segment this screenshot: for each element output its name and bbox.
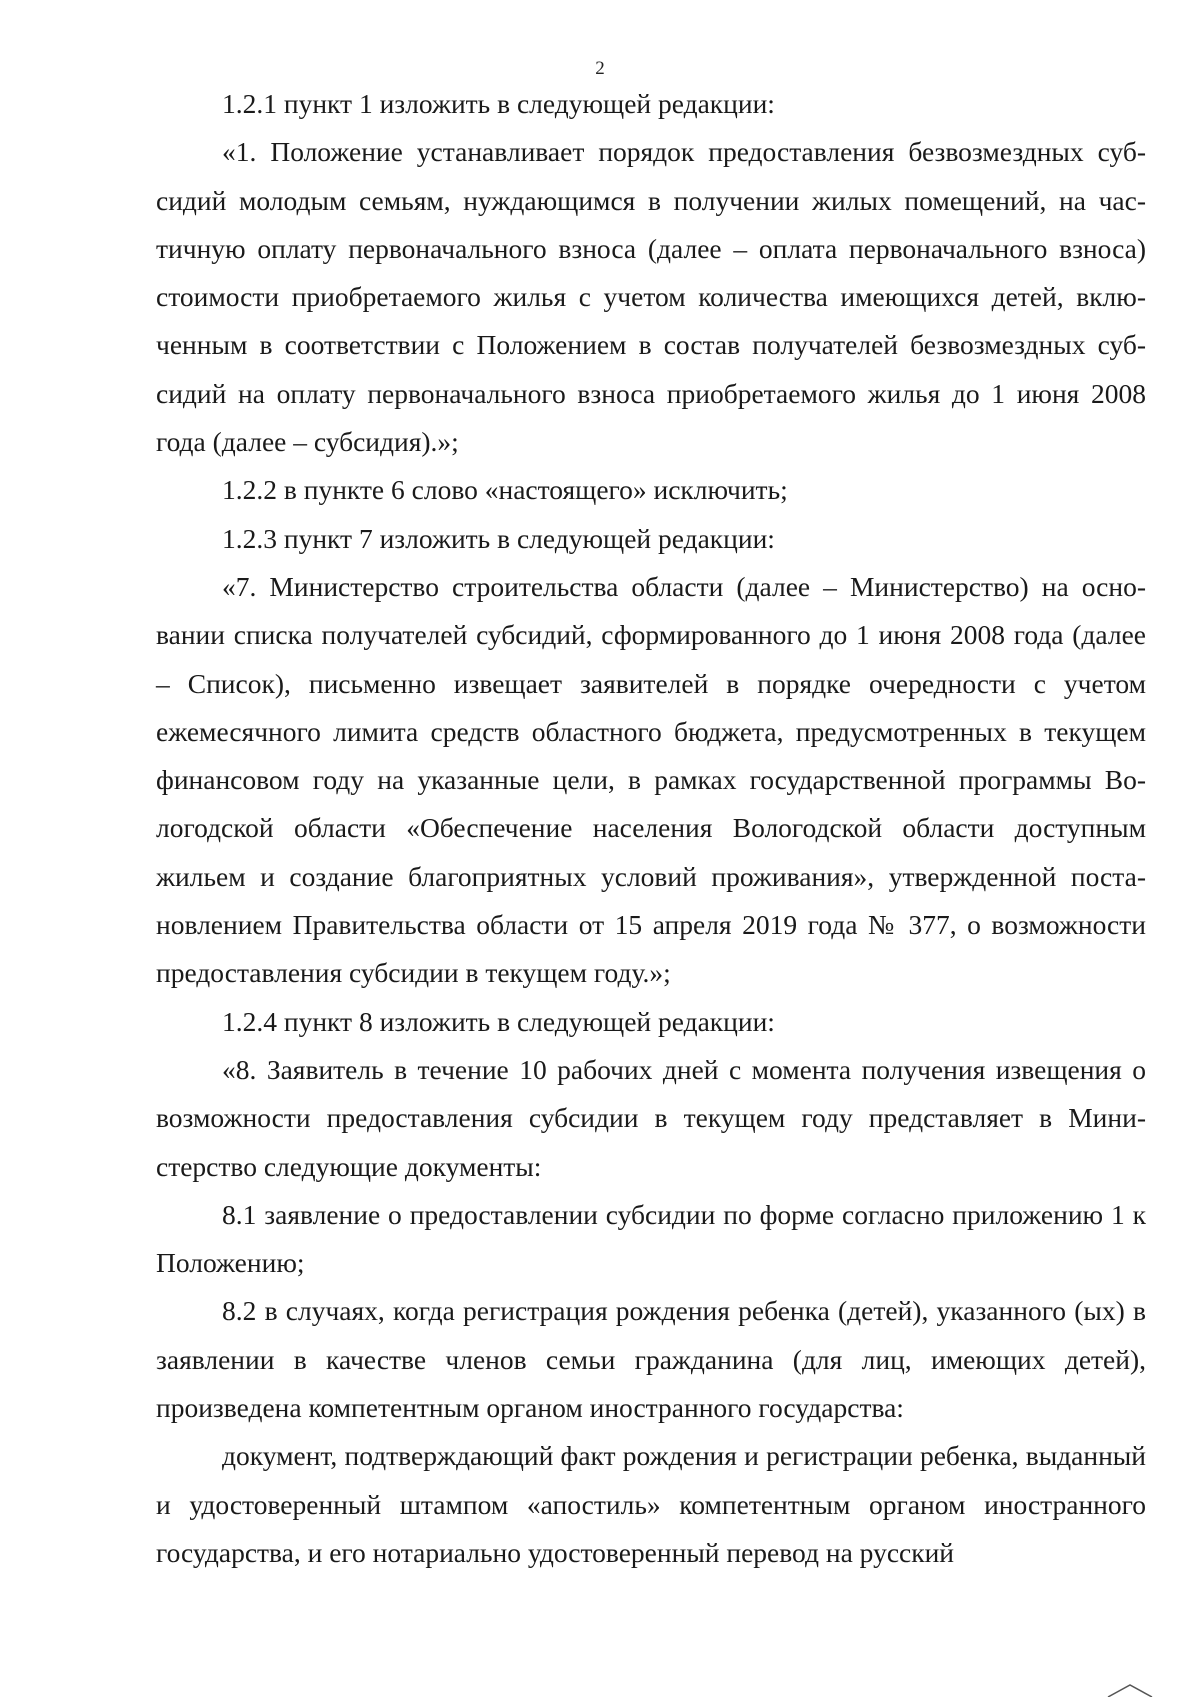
paragraph-1-2-4: 1.2.4 пункт 8 изложить в следующей редакции: bbox=[222, 1005, 775, 1037]
page-number: 2 bbox=[595, 58, 605, 79]
document-body bbox=[156, 80, 1146, 1577]
paragraph-1-2-1: 1.2.1 пункт 1 изложить в следующей редакции: bbox=[222, 88, 775, 119]
scan-edge-mark bbox=[1100, 1683, 1160, 1697]
paragraph-8-2: 8.2 в случаях, когда регистрация рождения ребенка (детей), указанного (ых) в заявлении в качестве членов семьи гражданина (для лиц, имеющих детей), произведена компетентным органом иностранного государства: bbox=[156, 1295, 1146, 1424]
paragraph-item-8-text: «8. Заявитель в течение 10 рабочих дней с момента получения извещения о возможности предоставления субсидии в текущем году представляет в Министерство следующие документы: bbox=[156, 1053, 1146, 1182]
paragraph-item-1-text: «1. Положение устанавливает порядок предоставления безвозмездных субсидий молодым семьям, нуждающимся в получении жилых помещений, на частичную оплату первоначального взноса (далее – оплата первоначального взноса) стоимости приобретаемого жилья с учетом количества имеющихся детей, включенным в соответствии с Положением в состав получателей безвозмездных субсидий на оплату первоначального взноса приобретаемого жилья до 1 июня 2008 года (далее – субсидия).»; bbox=[156, 136, 1146, 458]
paragraph-1-2-2: 1.2.2 в пункте 6 слово «настоящего» исключить; bbox=[222, 474, 788, 506]
paragraph-document-birth: документ, подтверждающий факт рождения и регистрации ребенка, выданный и удостоверенный штампом «апостиль» компетентным органом иностранного государства, и его нотариально удостоверенный перевод на русский bbox=[156, 1440, 1146, 1568]
paragraph-1-2-3: 1.2.3 пункт 7 изложить в следующей редакции: bbox=[222, 522, 775, 554]
paragraph-8-1: 8.1 заявление о предоставлении субсидии по форме согласно приложению 1 к Положению; bbox=[156, 1198, 1146, 1279]
paragraph-item-7-text: «7. Министерство строительства области (далее – Министерство) на основании списка получателей субсидий, сформированного до 1 июня 2008 года (далее – Список), письменно извещает заявителей в порядке очередности с учетом ежемесячного лимита средств областного бюджета, предусмотренных в текущем финансовом году на указанные цели, в рамках государственной программы Вологодской области «Обеспечение населения Вологодской области доступным жильем и создание благоприятных условий проживания», утвержденной постановлением Правительства области от 15 апреля 2019 года № 377, о возможности предоставления субсидии в текущем году.»; bbox=[156, 570, 1146, 989]
